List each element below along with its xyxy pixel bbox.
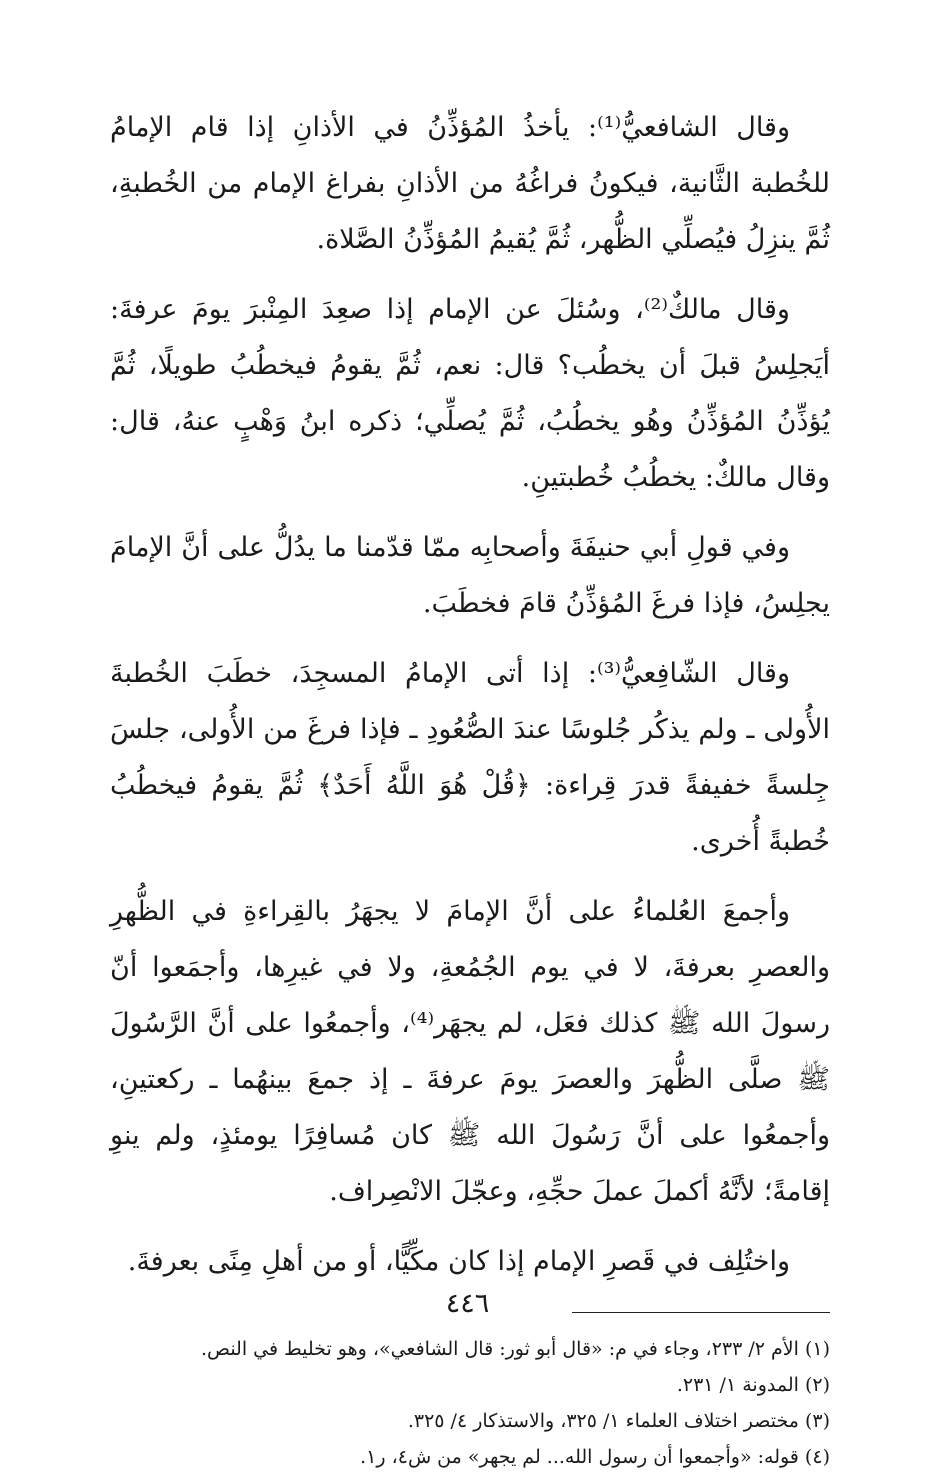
- paragraph-abu-hanifa: وفي قولِ أبي حنيفَةَ وأصحابِه ممّا قدّمنا ما يدُلُّ على أنَّ الإمامَ يجلِسُ، فإذا فرغَ المُؤذِّنُ قامَ فخطَبَ.: [110, 532, 830, 619]
- paragraph-shafii-adhan: وقال الشافعيُّ⁽¹⁾: يأخذُ المُؤذِّنُ في الأذانِ إذا قام الإمامُ للخُطبة الثَّانية، فيكونُ فراغُهُ من الأذانِ بفراغ الإمام من الخُطبةِ، ثُمَّ ينزِلُ فيُصلِّي الظُّهر، ثُمَّ يُقيمُ المُؤذِّنُ الصَّلاة.: [110, 112, 830, 255]
- paragraph-ikhtilaf: واختُلِف في قَصرِ الإمام إذا كان مكِّيًّا، أو من أهلِ مِنًى بعرفةَ.: [127, 1246, 790, 1277]
- footnote-3: (٣) مختصر اختلاف العلماء ١/ ٣٢٥، والاستذكار ٤/ ٣٢٥.: [407, 1410, 830, 1432]
- footnote-4: (٤) قوله: «وأجمعوا أن رسول الله... لم يجهر» من ش٤، ر١.: [360, 1446, 830, 1468]
- paragraph-ijma: وأجمعَ العُلماءُ على أنَّ الإمامَ لا يجهَرُ بالقِراءةِ في الظُّهرِ والعصرِ بعرفةَ، لا في يوم الجُمُعةِ، ولا في غيرِها، وأجمَعوا أنّ رسولَ الله ﷺ كذلك فعَل، لم يجهَر⁽⁴⁾، وأجمعُوا على أنَّ الرَّسُولَ ﷺ صلَّى الظُّهرَ والعصرَ يومَ عرفةَ ـ إذ جمعَ بينهُما ـ ركعتينِ، وأجمعُوا على أنَّ رَسُولَ الله ﷺ كان مُسافِرًا يومئذٍ، ولم ينوِ إقامةً؛ لأنَّهُ أكملَ عملَ حجِّهِ، وعجّلَ الانْصِراف.: [110, 896, 831, 1207]
- paragraph-shafii-khutba: وقال الشّافِعيُّ⁽³⁾: إذا أتى الإمامُ المسجِدَ، خطَبَ الخُطبةَ الأُولى ـ ولم يذكُر جُلوسًا عندَ الصُّعُودِ ـ فإذا فرغَ من الأُولى، جلسَ جِلسةً خفيفةً قدرَ قِراءة: ﴿قُلْ هُوَ اللَّهُ أَحَدٌ﴾ ثُمَّ يقومُ فيخطُبُ خُطبةً أُخرى.: [110, 658, 830, 857]
- footnote-1: (١) الأم ٢/ ٢٣٣، وجاء في م: «قال أبو ثور: قال الشافعي»، وهو تخليط في النص.: [201, 1338, 830, 1360]
- page-body: [110, 100, 831, 1468]
- paragraph-malik-arafa: وقال مالكٌ⁽²⁾، وسُئلَ عن الإمام إذا صعِدَ المِنْبرَ يومَ عرفةَ: أيَجلِسُ قبلَ أن يخطُب؟ قال: نعم، ثُمَّ يقومُ فيخطُبُ طويلًا، ثُمَّ يُؤذِّنُ المُؤذِّنُ وهُو يخطُبُ، ثُمَّ يُصلِّي؛ ذكره ابنُ وَهْبٍ عنهُ، قال: وقال مالكٌ: يخطُبُ خُطبتينِ.: [110, 294, 830, 493]
- footnote-2: (٢) المدونة ١/ ٢٣١.: [676, 1374, 830, 1396]
- page-number: ٤٤٦: [445, 1288, 490, 1319]
